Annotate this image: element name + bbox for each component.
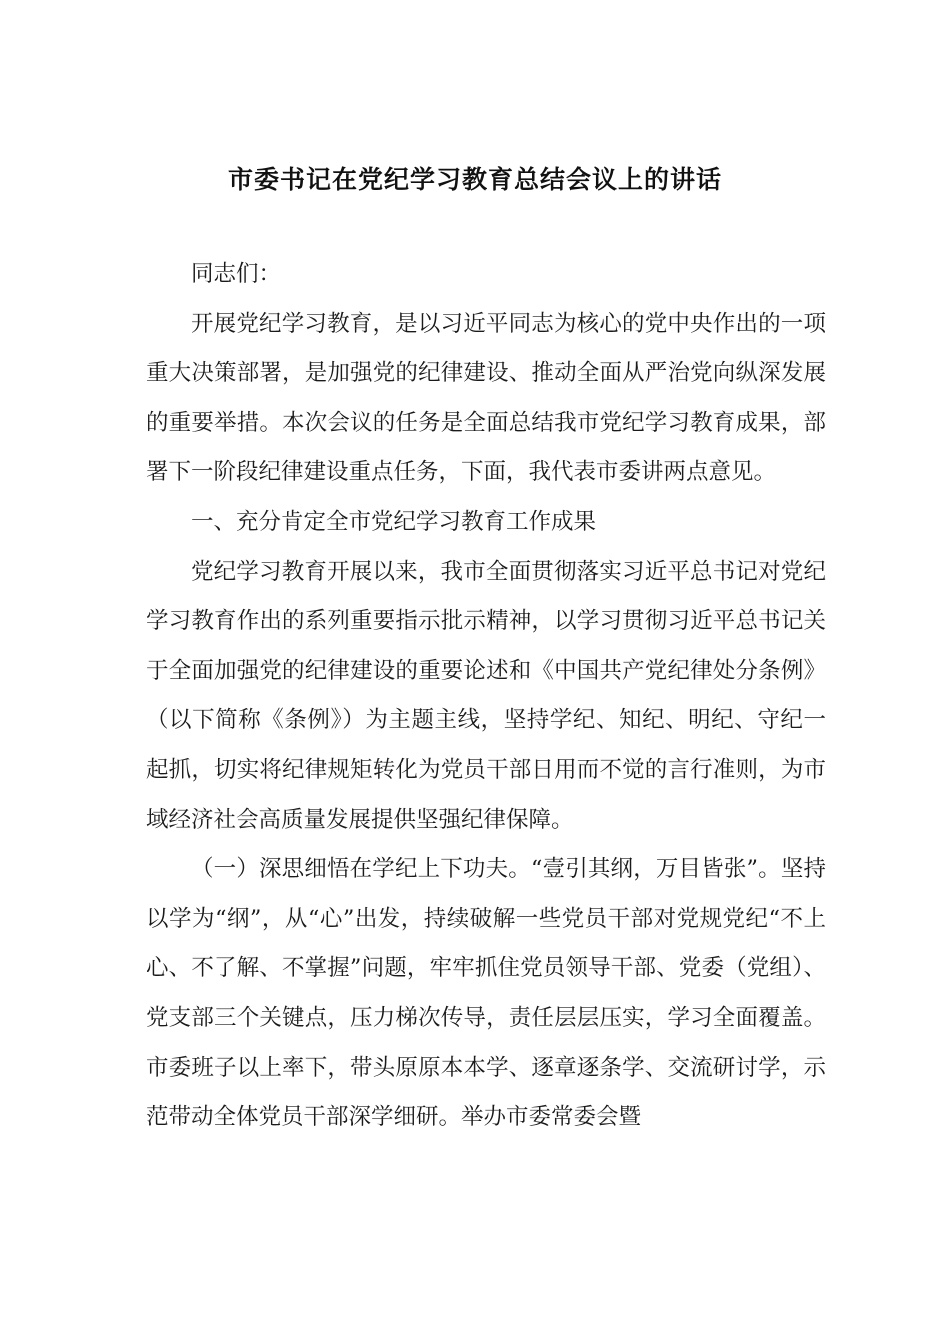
salutation-paragraph: 同志们： — [191, 261, 282, 287]
body-paragraph: 党纪学习教育开展以来，我市全面贯彻落实习近平总书记对党纪学习教育作出的系列重要指示批示精神，以学习贯彻习近平总书记关于全面加强党的纪律建设的重要论述和《中国共产党纪律处分条例》（以下简称《条例》）为主题主线，坚持学纪、知纪、明纪、守纪一起抓，切实将纪律规矩转化为党员干部日用而不觉的言行准则，为市域经济社会高质量发展提供坚强纪律保障。 — [146, 558, 826, 833]
body-paragraph: （一）深思细悟在学纪上下功夫。“壹引其纲，万目皆张”。坚持以学为“纲”，从“心”出发，持续破解一些党员干部对党规党纪“不上心、不了解、不掌握”问题，牢牢抓住党员领导干部、党委（党组）、党支部三个关键点，压力梯次传导，责任层层压实，学习全面覆盖。市委班子以上率下，带头原原本本学、逐章逐条学、交流研讨学，示范带动全体党员干部深学细研。举办市委常委会暨 — [146, 856, 826, 1131]
section-heading: 一、充分肯定全市党纪学习教育工作成果 — [191, 508, 597, 535]
page-title: 市委书记在党纪学习教育总结会议上的讲话 — [227, 165, 722, 194]
document-body — [146, 250, 826, 1143]
intro-paragraph: 开展党纪学习教育，是以习近平同志为核心的党中央作出的一项重大决策部署，是加强党的纪律建设、推动全面从严治党向纵深发展的重要举措。本次会议的任务是全面总结我市党纪学习教育成果，部署下一阶段纪律建设重点任务，下面，我代表市委讲两点意见。 — [146, 310, 826, 486]
